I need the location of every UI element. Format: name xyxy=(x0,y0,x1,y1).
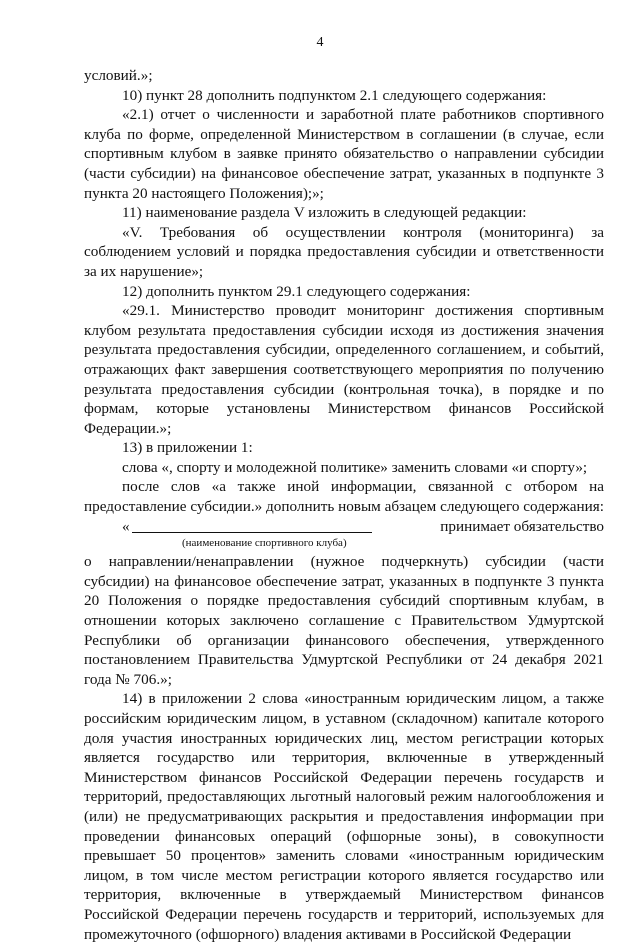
paragraph-item-14: 14) в приложении 2 слова «иностранным юридическим лицом, а также российским юридическим лицом, в уставном (складочном) капитале которого доля участия иностранных юридических лиц, местом регистрации которых является государство или территория, включенные в утвержденный Министерством финансов Российской Федерации перечень государств и территорий, предоставляющих льготный налоговый режим налогообложения и (или) не предусматривающих раскрытия и предоставления информации при проведении финансовых операций (офшорные зоны), в совокупности превышает 50 процентов» заменить словами «иностранным юридическим лицом, в том числе местом регистрации которого является государство или территория, включенные в утверждаемый Министерством финансов Российской Федерации перечень государств и территорий, используемых для промежуточного (офшорного) владения активами в Российской Федерации xyxy=(84,690,604,943)
paragraph-item-13: 13) в приложении 1: xyxy=(122,439,253,457)
paragraph-subitem-2-1: «2.1) отчет о численности и заработной плате работников спортивного клуба по форме, определенной Министерством в соглашении (в случае, если спортивным клубом в заявке принято обязательство о направлении субсидии (части субсидии) на финансовое обеспечение затрат, указанных в подпункте 3 пункта 20 настоящего Положения);»; xyxy=(84,106,604,202)
paragraph-item-11: 11) наименование раздела V изложить в следующей редакции: xyxy=(122,204,527,222)
page-number: 4 xyxy=(316,35,324,50)
paragraph-obligation-text: о направлении/ненаправлении (нужное подчеркнуть) субсидии (части субсидии) на финансовое обеспечение затрат, указанных в подпункте 3 пункта 20 Положения о порядке предоставления субсидий спортивным клубам, в отношении которых заключено соглашение с Правительством Удмуртской Республики об организации финансового обеспечения, утвержденного постановлением Правительства Удмуртской Республики от 24 декабря 2021 года № 706.»; xyxy=(84,553,604,688)
paragraph-item-10: 10) пункт 28 дополнить подпунктом 2.1 следующего содержания: xyxy=(122,86,547,104)
paragraph-words-replace: слова «, спорту и молодежной политике» заменить словами «и спорту»; xyxy=(122,458,588,476)
paragraph-section-v-title: «V. Требования об осуществлении контроля (мониторинга) за соблюдением условий и порядка предоставления субсидии и ответственности за их нарушение»; xyxy=(84,223,604,280)
paragraph-point-29-1: «29.1. Министерство проводит мониторинг достижения спортивным клубом результата предоставления субсидии исходя из достижения значения результата предоставления субсидии, определенного соглашением, и событий, отражающих факт завершения соответствующего мероприятия по получению результата предоставления субсидии (контрольная точка), в порядке и по формам, которые установлены Министерством финансов Российской Федерации.»; xyxy=(84,302,604,437)
fill-in-line xyxy=(84,517,604,537)
opening-quote: « xyxy=(122,517,130,535)
blank-underline xyxy=(132,518,372,533)
document-body xyxy=(84,66,604,944)
paragraph-item-12: 12) дополнить пунктом 29.1 следующего содержания: xyxy=(122,282,471,300)
fill-in-line-text: принимает обязательство xyxy=(440,517,604,535)
blank-caption: (наименование спортивного клуба) xyxy=(182,537,347,550)
paragraph-continuation: условий.»; xyxy=(84,67,153,84)
paragraph-after-words: после слов «а также иной информации, связанной с отбором на предоставление субсидии.» дополнить новым абзацем следующего содержания: xyxy=(84,478,604,516)
